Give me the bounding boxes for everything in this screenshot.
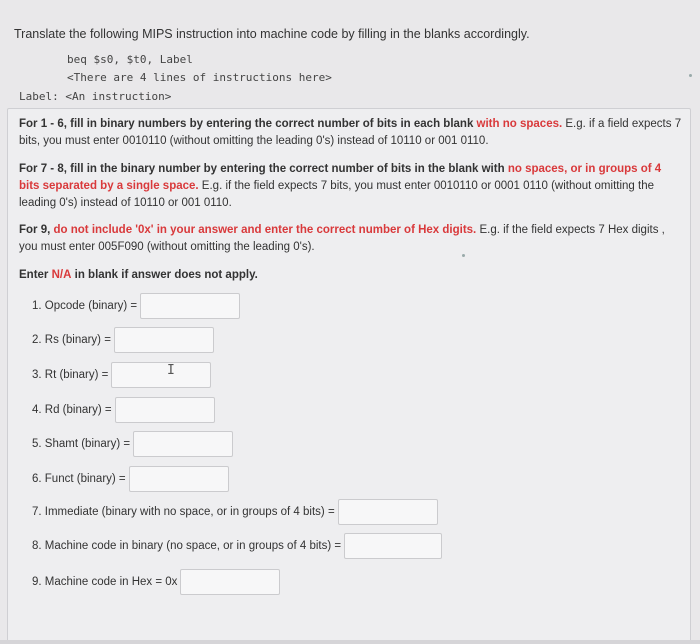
code-line-placeholder: <There are 4 lines of instructions here> [67, 71, 332, 84]
field-label-funct: 6. Funct (binary) = [32, 473, 126, 485]
decorative-dot [689, 74, 692, 77]
bottom-edge [0, 640, 700, 644]
instruction-9 [19, 222, 683, 256]
field-row-shamt [32, 431, 233, 457]
shamt-input[interactable] [133, 431, 233, 457]
instruction-1-6-example: E.g. if a field expects 7 bits, you must enter 0010110 (without omitting the leading 0's) instead of 10110 or 001 0110. [19, 118, 682, 147]
instruction-9-highlight: do not include '0x' in your answer and enter the correct number of Hex digits. [53, 224, 477, 236]
field-row-funct [32, 466, 229, 492]
funct-input[interactable] [129, 466, 229, 492]
rd-input[interactable] [115, 397, 215, 423]
question-text: Translate the following MIPS instruction into machine code by filling in the blanks accordingly. [14, 27, 530, 41]
field-row-machine-hex [32, 569, 280, 595]
field-label-rt: 3. Rt (binary) = [32, 369, 109, 381]
instruction-na-rest: in blank if answer does not apply. [74, 269, 258, 281]
field-row-rt [32, 362, 211, 388]
rt-input[interactable] [111, 362, 211, 388]
code-line-label: Label: <An instruction> [19, 90, 172, 103]
code-line-beq: beq $s0, $t0, Label [67, 53, 193, 66]
field-row-rd [32, 397, 215, 423]
instruction-7-8-highlight: no spaces, or in groups of 4 bits separated by a single space. [19, 163, 662, 192]
question-panel [7, 108, 691, 644]
instruction-na-highlight: N/A [51, 269, 72, 281]
rs-input[interactable] [114, 327, 214, 353]
instruction-1-6-highlight: with no spaces. [476, 118, 563, 130]
instruction-1-6-main: For 1 - 6, fill in binary numbers by entering the correct number of bits in each blank [19, 118, 474, 130]
text-cursor-icon: I [167, 363, 175, 378]
decorative-dot [462, 254, 465, 257]
field-row-rs [32, 327, 214, 353]
instruction-na [19, 267, 683, 284]
immediate-input[interactable] [338, 499, 438, 525]
machine-hex-input[interactable] [180, 569, 280, 595]
instruction-9-main: For 9, [19, 224, 51, 236]
field-row-opcode [32, 293, 240, 319]
field-label-rs: 2. Rs (binary) = [32, 334, 111, 346]
field-label-opcode: 1. Opcode (binary) = [32, 300, 138, 312]
instruction-7-8-main: For 7 - 8, fill in the binary number by entering the correct number of bits in the blank with [19, 163, 505, 175]
instruction-9-example: E.g. if the field expects 7 Hex digits , you must enter 005F090 (without omitting the leading 0's). [19, 224, 665, 253]
field-label-rd: 4. Rd (binary) = [32, 404, 112, 416]
instruction-1-6 [19, 116, 683, 150]
opcode-input[interactable] [140, 293, 240, 319]
instruction-na-enter: Enter [19, 269, 49, 281]
field-label-shamt: 5. Shamt (binary) = [32, 438, 131, 450]
field-label-machine-hex: 9. Machine code in Hex = 0x [32, 576, 178, 588]
instruction-7-8-example: E.g. if the field expects 7 bits, you must enter 0010110 or 0001 0110 (without omitting the leading 0's) instead of 10110 or 001 0110. [19, 180, 654, 209]
field-label-immediate: 7. Immediate (binary with no space, or in groups of 4 bits) = [32, 506, 335, 518]
field-row-machine-binary [32, 533, 442, 559]
machine-binary-input[interactable] [344, 533, 442, 559]
instruction-7-8 [19, 161, 683, 212]
field-row-immediate [32, 499, 438, 525]
field-label-machine-binary: 8. Machine code in binary (no space, or in groups of 4 bits) = [32, 540, 342, 552]
